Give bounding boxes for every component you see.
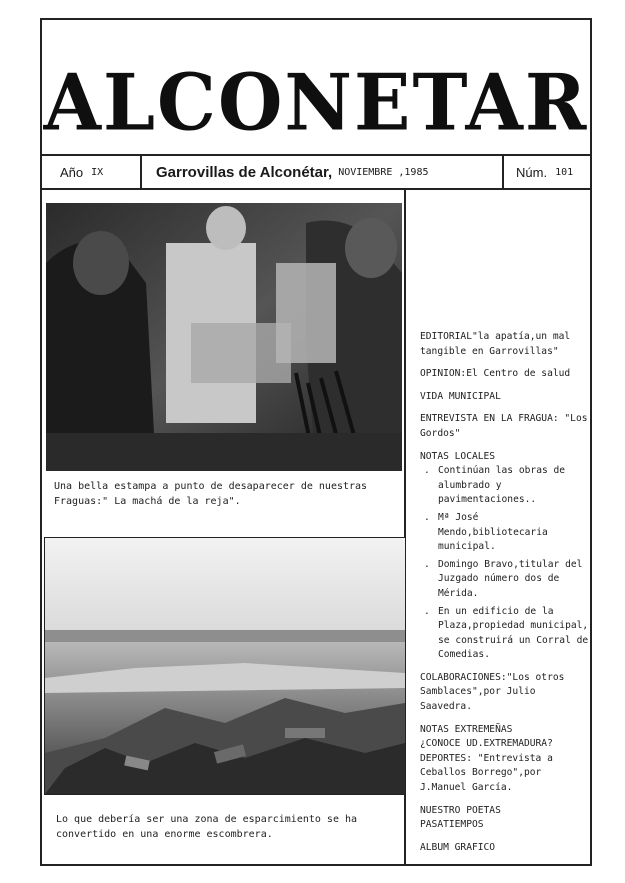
toc-notas-title: NOTAS LOCALES [420, 450, 496, 462]
toc-colaboraciones: COLABORACIONES:"Los otros Samblaces",por Julio Saavedra. [420, 671, 565, 713]
number-value: 101 [555, 166, 574, 178]
photo-caption-1: Una bella estampa a punto de desaparecer de nuestras Fraguas:" La machá de la reja". [54, 481, 368, 507]
toc-vida-municipal: VIDA MUNICIPAL [420, 390, 501, 402]
masthead [40, 18, 592, 154]
list-item: . Continúan las obras de alumbrado y pavimentaciones.. [424, 465, 566, 506]
year-value: IX [91, 166, 104, 178]
photo-forge [46, 203, 402, 471]
year-label: Año [60, 164, 84, 180]
issue-date: NOVIEMBRE ,1985 [338, 166, 429, 178]
town-name: Garrovillas de Alconétar, [156, 163, 333, 181]
number-label: Núm. [516, 164, 548, 180]
toc-notas-locales [420, 450, 592, 663]
toc-conoce-extremadura: ¿CONOCE UD.EXTREMADURA? [420, 738, 553, 750]
toc-notas-extremenas: NOTAS EXTREMEÑAS [420, 723, 513, 735]
toc-pasatiempos: PASATIEMPOS [420, 819, 484, 831]
photo-rubble-field [44, 537, 406, 795]
toc-editorial: EDITORIAL"la apatía,un mal tangible en Garrovillas" [420, 331, 571, 357]
newspaper-title: ALCONETAR [43, 57, 589, 149]
town-date-cell [142, 156, 542, 188]
list-item: . Mª José Mendo,bibliotecaria municipal. [424, 511, 548, 553]
toc-album: ALBUM GRAFICO [420, 841, 496, 853]
toc-deportes: DEPORTES: "Entrevista a Ceballos Borrego",por J.Manuel García. [420, 752, 553, 794]
info-bar [40, 154, 592, 190]
list-item: . Domingo Bravo,titular del Juzgado número dos de Mérida. [424, 558, 583, 599]
year-cell [42, 156, 142, 188]
list-item: . En un edificio de la Plaza,propiedad municipal, se construirá un Corral de Comedias. [424, 605, 589, 661]
toc-opinion: OPINION:El Centro de salud [420, 368, 571, 380]
toc-entrevista: ENTREVISTA EN LA FRAGUA: "Los Gordos" [420, 413, 588, 439]
number-cell [502, 156, 590, 188]
photo-caption-2: Lo que debería ser una zona de esparcimiento se ha convertido en una enorme escombrera. [56, 814, 358, 840]
toc-poetas: NUESTRO POETAS [420, 804, 501, 816]
table-of-contents [420, 330, 592, 863]
